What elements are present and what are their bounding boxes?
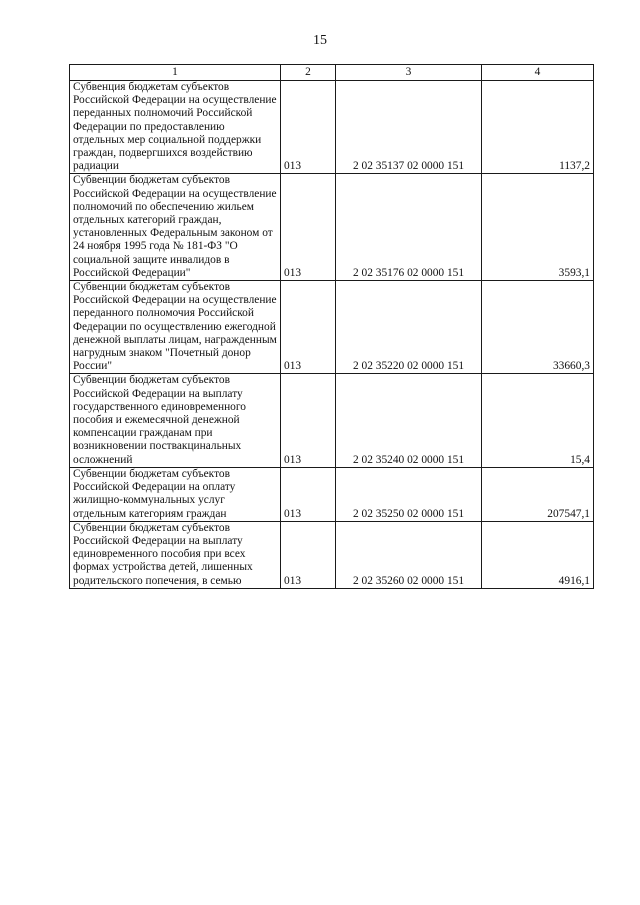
- row-admin-code: 013: [281, 521, 336, 588]
- table-row: [70, 281, 594, 374]
- column-header-4: 4: [482, 65, 594, 81]
- page-number: 15: [313, 33, 327, 48]
- row-budget-code: 2 02 35176 02 0000 151: [336, 174, 482, 281]
- table-row: [70, 521, 594, 588]
- table-row: [70, 81, 594, 174]
- row-budget-code: 2 02 35220 02 0000 151: [336, 281, 482, 374]
- row-admin-code: 013: [281, 174, 336, 281]
- row-description: Субвенции бюджетам субъектов Российской Федерации на выплату единовременного пособия при всех формах устройства детей, лишенных родительского попечения, в семью: [70, 521, 281, 588]
- row-admin-code: 013: [281, 374, 336, 467]
- row-budget-code: 2 02 35250 02 0000 151: [336, 467, 482, 521]
- row-amount: 15,4: [482, 374, 594, 467]
- row-budget-code: 2 02 35137 02 0000 151: [336, 81, 482, 174]
- table-row: [70, 374, 594, 467]
- row-description: Субвенции бюджетам субъектов Российской Федерации на осуществление переданного полномочия Российской Федерации по осуществлению ежегодной денежной выплаты лицам, награжденным нагрудным знаком "Почетный донор России": [70, 281, 281, 374]
- row-description: Субвенции бюджетам субъектов Российской Федерации на осуществление полномочий по обеспечению жильем отдельных категорий граждан, установленных Федеральным законом от 24 ноября 1995 года № 181-ФЗ "О социальной защите инвалидов в Российской Федерации": [70, 174, 281, 281]
- table-header-row: [70, 65, 594, 81]
- row-budget-code: 2 02 35240 02 0000 151: [336, 374, 482, 467]
- column-header-3: 3: [336, 65, 482, 81]
- row-amount: 4916,1: [482, 521, 594, 588]
- row-amount: 207547,1: [482, 467, 594, 521]
- row-budget-code: 2 02 35260 02 0000 151: [336, 521, 482, 588]
- row-admin-code: 013: [281, 281, 336, 374]
- row-amount: 33660,3: [482, 281, 594, 374]
- column-header-2: 2: [281, 65, 336, 81]
- row-amount: 1137,2: [482, 81, 594, 174]
- budget-table: [69, 64, 594, 589]
- row-admin-code: 013: [281, 467, 336, 521]
- row-amount: 3593,1: [482, 174, 594, 281]
- row-description: Субвенции бюджетам субъектов Российской Федерации на оплату жилищно-коммунальных услуг отдельным категориям граждан: [70, 467, 281, 521]
- column-header-1: 1: [70, 65, 281, 81]
- table-row: [70, 174, 594, 281]
- row-description: Субвенции бюджетам субъектов Российской Федерации на выплату государственного единовременного пособия и ежемесячной денежной компенсации гражданам при возникновении поствакцинальных осложнений: [70, 374, 281, 467]
- row-description: Субвенция бюджетам субъектов Российской Федерации на осуществление переданных полномочий Российской Федерации по предоставлению отдельных мер социальной поддержки граждан, подвергшихся воздействию радиации: [70, 81, 281, 174]
- row-admin-code: 013: [281, 81, 336, 174]
- table-row: [70, 467, 594, 521]
